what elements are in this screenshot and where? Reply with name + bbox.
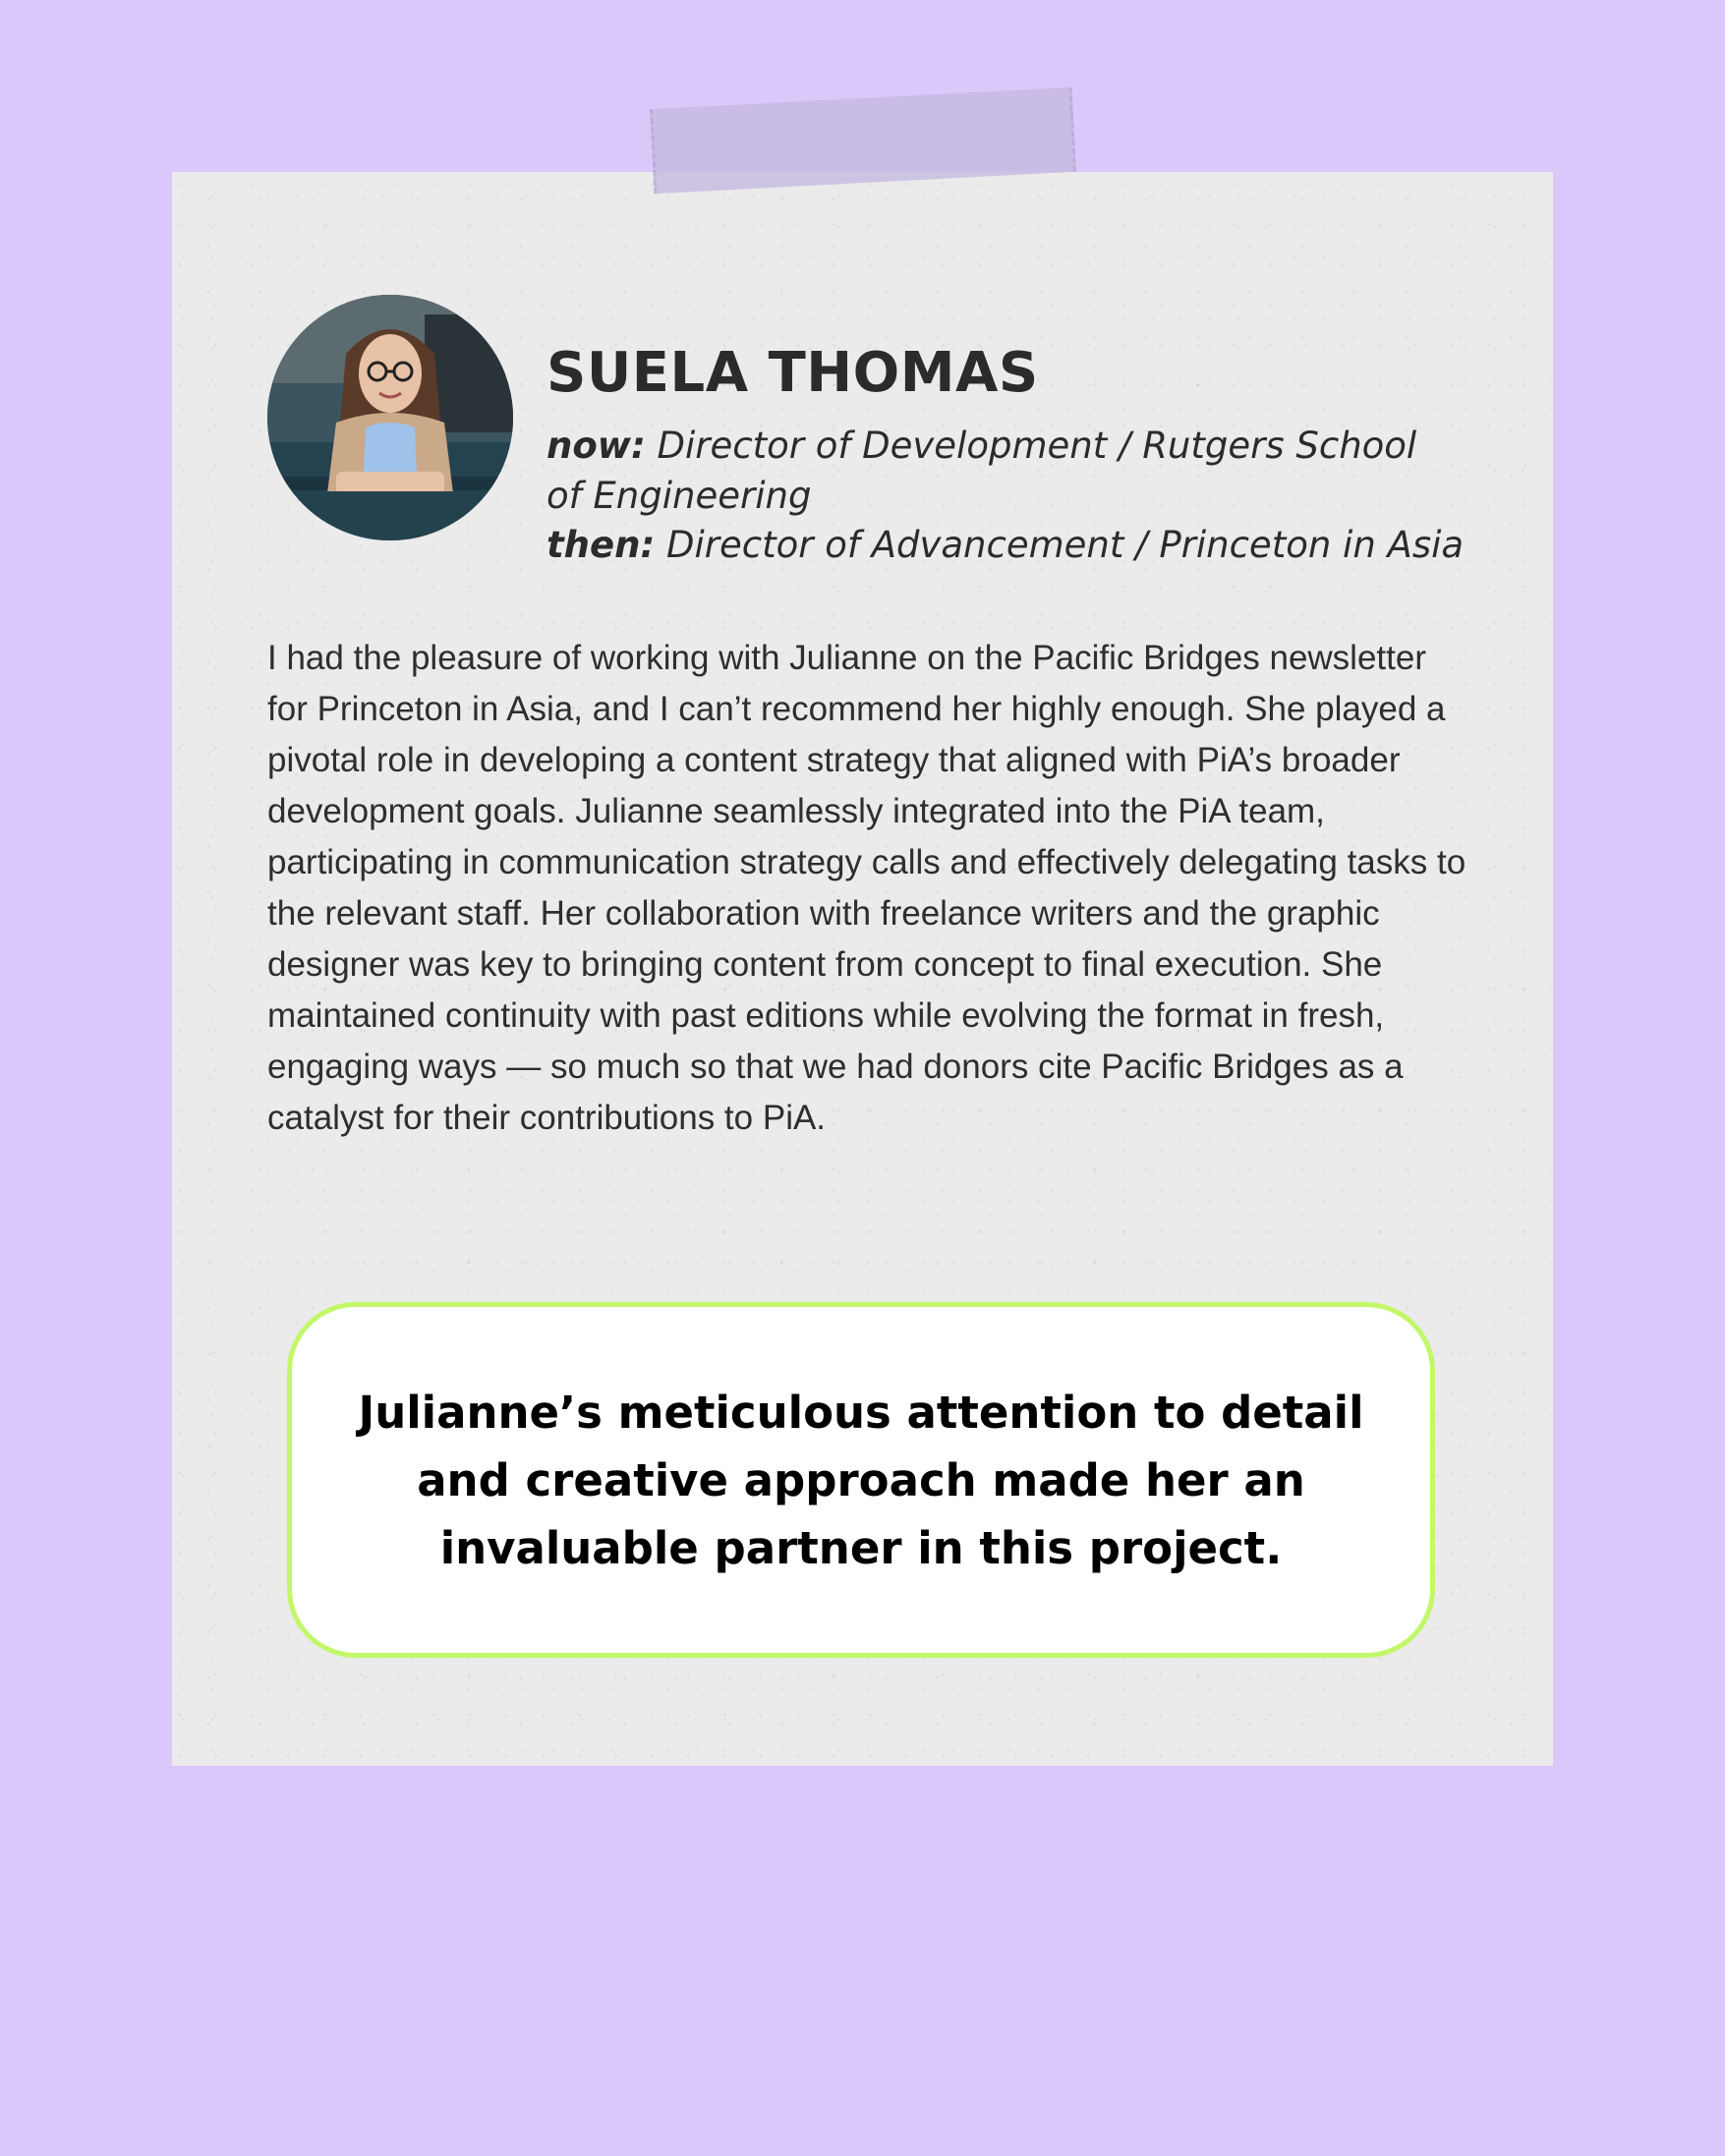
now-label: now: [546,425,646,467]
current-role [546,421,1451,521]
avatar [267,295,513,540]
pull-quote: Julianne’s meticulous attention to detail and creative approach made her an invaluable partner in this project. [358,1386,1364,1574]
now-role-text: Director of Development / Rutgers School of Engineering [546,425,1417,517]
pull-quote-box [287,1302,1435,1658]
person-name: SUELA THOMAS [546,341,1039,405]
testimonial-text: I had the pleasure of working with Julianne on the Pacific Bridges newsletter for Princeton in Asia, and I can’t recommend her highly enough. She played a pivotal role in developing a content strategy that aligned with PiA’s broader development goals. Julianne seamlessly integrated into the PiA team, participating in communication strategy calls and effectively delegating tasks to the relevant staff. Her collaboration with freelance writers and the graphic designer was key to bringing content from concept to final execution. She maintained continuity with past editions while evolving the format in fresh, engaging ways — so much so that we had donors cite Pacific Bridges as a catalyst for their contributions to PiA. [267,639,1466,1137]
then-role-text: Director of Advancement / Princeton in Asia [666,524,1465,566]
then-label: then: [546,524,656,566]
previous-role [546,520,1465,570]
